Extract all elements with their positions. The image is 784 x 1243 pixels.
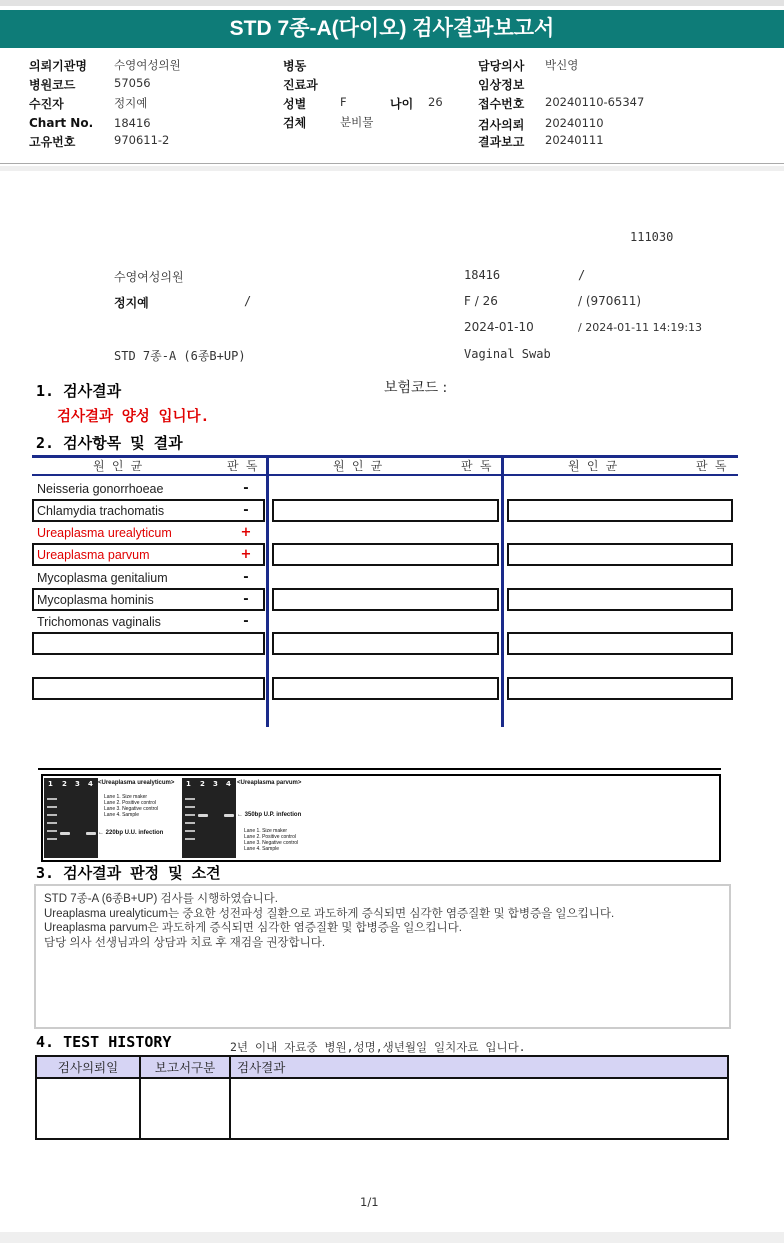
- uu-gel-legend: Lane 1. Size maker Lane 2. Positive control Lane 3. Negative control Lane 4. Sample: [104, 794, 159, 818]
- row-box: [32, 677, 265, 700]
- history-cell: [140, 1078, 230, 1139]
- report-chart-no: 18416: [464, 268, 501, 282]
- opinion-line: STD 7종-A (6종B+UP) 검사를 시행하였습니다.: [44, 893, 278, 905]
- bottom-strip: [0, 1232, 784, 1243]
- col-pathogen-1: 원 인 균: [93, 459, 143, 473]
- patient-label: 수진자: [29, 97, 64, 111]
- report-value: 20240111: [545, 133, 604, 147]
- history-cell: [36, 1078, 140, 1139]
- report-specimen: Vaginal Swab: [464, 347, 551, 361]
- uu-gel-photo: 1 2 3 4: [44, 778, 98, 858]
- unique-label: 고유번호: [29, 135, 76, 149]
- report-slash: /: [578, 268, 586, 282]
- col-result-3: 판 독: [696, 459, 727, 473]
- section2-heading: 2. 검사항목 및 결과: [36, 434, 183, 452]
- history-col-result: 검사결과: [230, 1056, 728, 1078]
- uu-band-label: ← 220bp U.U. infection: [98, 830, 164, 836]
- request-value: 20240110: [545, 116, 604, 130]
- header-shadow: [0, 166, 784, 171]
- row-box: [272, 677, 499, 700]
- up-gel-photo: 1 2 3 4: [182, 778, 236, 858]
- receipt-label: 접수번호: [478, 97, 525, 111]
- top-strip: [0, 0, 784, 6]
- positive-result-text: 검사결과 양성 입니다.: [57, 409, 210, 425]
- sex-label: 성별: [283, 97, 307, 111]
- report-label: 결과보고: [478, 135, 525, 149]
- pathogen-result: +: [240, 525, 252, 540]
- patient-value: 정지예: [114, 96, 148, 110]
- col-result-1: 판 독: [227, 459, 258, 473]
- dept-label: 진료과: [283, 78, 318, 92]
- report-test-name: STD 7종-A (6종B+UP): [114, 349, 246, 363]
- section4-heading: 4. TEST HISTORY: [36, 1033, 172, 1051]
- report-title: STD 7종-A(다이오) 검사결과보고서: [0, 10, 784, 48]
- row-box: [272, 543, 499, 566]
- pathogen-result: -: [243, 503, 249, 518]
- col-divider-2: [501, 455, 504, 727]
- report-patient-slash: /: [244, 294, 252, 308]
- section1-heading: 1. 검사결과: [36, 382, 122, 400]
- table-header-rule: [32, 474, 738, 476]
- opinion-line: Ureaplasma urealyticum는 중요한 성전파성 질환으로 과도하게 증식되면 심각한 염증질환 및 합병증을 일으킵니다.: [44, 907, 615, 920]
- col-pathogen-3: 원 인 균: [568, 459, 618, 473]
- hospital-code-value: 57056: [114, 76, 151, 90]
- row-box: [272, 588, 499, 611]
- doctor-value: 박신영: [545, 58, 579, 72]
- pathogen-result: -: [243, 592, 249, 607]
- pathogen-name: Mycoplasma genitalium: [37, 571, 168, 585]
- pathogen-name: Neisseria gonorrhoeae: [37, 482, 164, 496]
- pathogen-name: Ureaplasma urealyticum: [37, 526, 172, 540]
- age-label: 나이: [390, 97, 414, 111]
- specimen-value: 분비물: [340, 115, 374, 129]
- history-note: 2년 이내 자료중 병원,성명,생년월일 일치자료 입니다.: [230, 1040, 526, 1054]
- col-result-2: 판 독: [461, 459, 492, 473]
- doctor-label: 담당의사: [478, 59, 525, 73]
- pathogen-name: Chlamydia trachomatis: [37, 504, 165, 518]
- chart-value: 18416: [114, 116, 151, 130]
- report-clinic: 수영여성의원: [114, 270, 184, 284]
- history-cell: [230, 1078, 728, 1139]
- institution-value: 수영여성의원: [114, 58, 181, 72]
- request-label: 검사의뢰: [478, 118, 525, 132]
- chart-label: Chart No.: [29, 116, 94, 130]
- row-box: [507, 588, 733, 611]
- opinion-line: Ureaplasma parvum은 과도하게 증식되면 심각한 염증질환 및 합병증을 일으킵니다.: [44, 922, 462, 934]
- row-box: [507, 499, 733, 522]
- col-divider-1: [266, 455, 269, 727]
- row-box: [507, 632, 733, 655]
- history-col-type: 보고서구분: [140, 1056, 230, 1078]
- pathogen-result: -: [243, 481, 249, 496]
- pathogen-result: -: [243, 570, 249, 585]
- page-number: 1/1: [360, 1195, 379, 1209]
- receipt-value: 20240110-65347: [545, 95, 645, 109]
- specimen-label: 검체: [283, 116, 307, 130]
- sex-value: F: [340, 95, 347, 109]
- pathogen-result: +: [240, 547, 252, 562]
- opinion-box: [34, 884, 731, 1029]
- up-gel-legend: Lane 1. Size maker Lane 2. Positive control Lane 3. Negative control Lane 4. Sample: [244, 828, 299, 852]
- hospital-code-label: 병원코드: [29, 78, 76, 92]
- history-table: [35, 1055, 729, 1140]
- row-box: [272, 499, 499, 522]
- report-datetime: / 2024-01-11 14:19:13: [578, 321, 703, 334]
- row-box: [507, 677, 733, 700]
- pathogen-name: Mycoplasma hominis: [37, 593, 154, 607]
- up-gel-title: <Ureaplasma parvum>: [237, 780, 302, 786]
- clinical-label: 임상정보: [478, 78, 525, 92]
- test-code: 111030: [630, 230, 674, 244]
- row-box: [507, 543, 733, 566]
- pathogen-name: Ureaplasma parvum: [37, 548, 150, 562]
- report-birth: / (970611): [578, 294, 642, 308]
- report-sex-age: F / 26: [464, 294, 498, 308]
- col-pathogen-2: 원 인 균: [333, 459, 383, 473]
- gel-image-panel: [41, 774, 721, 862]
- institution-label: 의뢰기관명: [29, 59, 87, 73]
- report-patient: 정지예: [114, 296, 149, 310]
- header-divider: [0, 163, 784, 164]
- ward-label: 병동: [283, 59, 307, 73]
- gel-top-rule: [38, 768, 721, 770]
- section3-heading: 3. 검사결과 판정 및 소견: [36, 864, 221, 882]
- unique-value: 970611-2: [114, 133, 170, 147]
- up-band-label: ← 350bp U.P. infection: [237, 812, 302, 818]
- pathogen-name: Trichomonas vaginalis: [37, 615, 161, 629]
- age-value: 26: [428, 95, 443, 109]
- insurance-code-label: 보험코드 :: [384, 380, 448, 396]
- history-col-date: 검사의뢰일: [36, 1056, 140, 1078]
- opinion-line: 담당 의사 선생님과의 상담과 치료 후 재검을 권장합니다.: [44, 936, 326, 949]
- report-request-date: 2024-01-10: [464, 320, 534, 334]
- uu-gel-title: <Ureaplasma urealyticum>: [98, 780, 175, 786]
- pathogen-result: -: [243, 614, 249, 629]
- row-box: [32, 632, 265, 655]
- row-box: [272, 632, 499, 655]
